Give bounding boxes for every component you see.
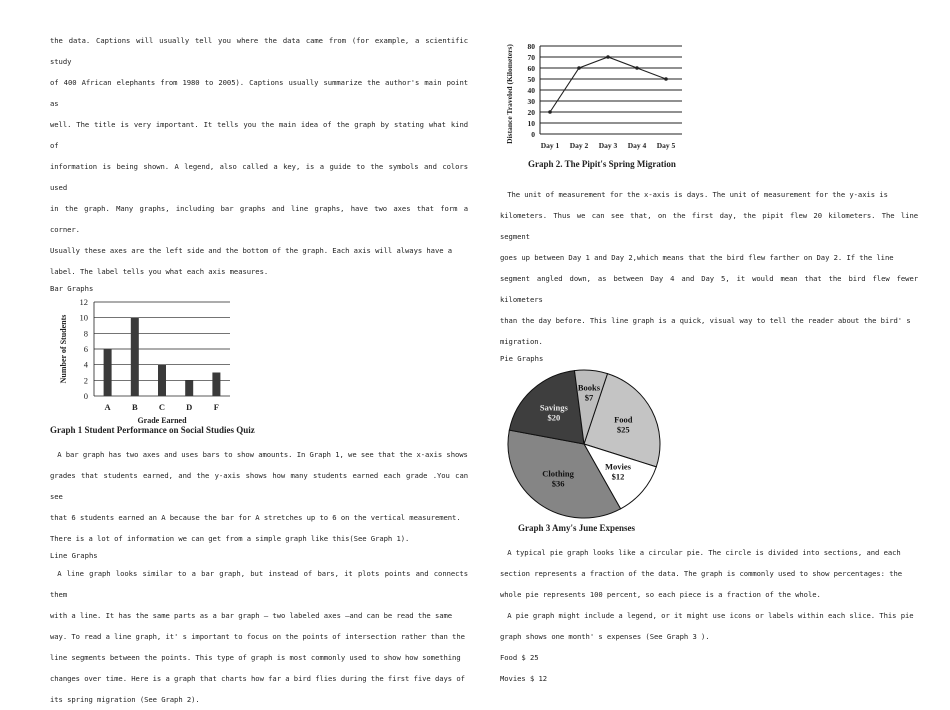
- text-line: its spring migration (See Graph 2).: [50, 695, 200, 704]
- text-line: Usually these axes are the left side and the bottom of the graph. Each axis will always have a: [50, 246, 453, 255]
- text-line: migration.: [500, 337, 543, 346]
- pie-graphs-heading: Pie Graphs: [500, 354, 544, 363]
- pie-chart-caption: Graph 3 Amy's June Expenses: [518, 523, 636, 533]
- text-line: in the graph. Many graphs, including bar graphs and line graphs, have two axes that form a corner.: [50, 204, 468, 234]
- text-line: changes over time. Here is a graph that charts how far a bird flies during the first five days of: [50, 674, 465, 683]
- x-tick-label: Day 1: [540, 141, 560, 150]
- text-line: segment angled down, as between Day 4 and Day 5, it would mean that the bird flew fewer kilometers: [500, 274, 918, 304]
- list-item: Movies $ 12: [500, 674, 548, 683]
- text-line: A line graph looks similar to a bar graph, but instead of bars, it plots points and connects them: [50, 569, 468, 599]
- list-item: Food $ 25: [500, 653, 539, 662]
- data-point: [664, 77, 668, 81]
- data-point: [635, 66, 639, 70]
- text-line: line segments between the points. This type of graph is most commonly used to show how something: [50, 653, 461, 662]
- text-line: A bar graph has two axes and uses bars to show amounts. In Graph 1, we see that the x-axis shows: [57, 450, 468, 459]
- slice-label: Books: [577, 382, 601, 393]
- y-tick-label: 4: [83, 359, 88, 370]
- slice-label: Movies: [604, 461, 631, 472]
- series-line: [550, 57, 666, 112]
- bar: [131, 318, 139, 396]
- text-line: that 6 students earned an A because the bar for A stretches up to 6 on the vertical measurement.: [50, 513, 461, 522]
- y-tick-label: 60: [527, 64, 535, 73]
- text-line: A typical pie graph looks like a circular pie. The circle is divided into sections, and each: [507, 548, 901, 557]
- x-tick-label: B: [131, 402, 138, 412]
- x-tick-label: A: [104, 402, 111, 412]
- text-line: grades that students earned, and the y-axis shows how many students earned each grade .You can see: [50, 471, 468, 501]
- text-line: than the day before. This line graph is a quick, visual way to tell the reader about the bird' s: [500, 316, 911, 325]
- slice-label: Food: [614, 414, 633, 425]
- x-tick-label: D: [186, 402, 193, 412]
- y-tick-label: 0: [531, 130, 535, 139]
- bar: [104, 349, 112, 396]
- text-line: whole pie represents 100 percent, so each piece is a fraction of the whole.: [500, 590, 821, 599]
- line-chart: [500, 38, 700, 158]
- x-tick-label: Day 4: [627, 141, 647, 150]
- text-line: The unit of measurement for the x-axis is days. The unit of measurement for the y-axis is: [507, 190, 888, 199]
- x-axis-label: Grade Earned: [137, 416, 187, 424]
- slice-value: $12: [611, 471, 625, 482]
- text-line: graph shows one month' s expenses (See Graph 3 ).: [500, 632, 710, 641]
- data-point: [577, 66, 581, 70]
- slice-value: $7: [584, 392, 594, 403]
- y-tick-label: 70: [527, 53, 535, 62]
- x-tick-label: Day 5: [656, 141, 676, 150]
- y-tick-label: 30: [527, 97, 535, 106]
- y-tick-label: 50: [527, 75, 535, 84]
- text-line: label. The label tells you what each axis measures.: [50, 267, 269, 276]
- bar-graphs-heading: Bar Graphs: [50, 284, 94, 293]
- pie-chart: [500, 366, 700, 522]
- bar: [212, 373, 220, 397]
- data-point: [548, 110, 552, 114]
- y-tick-label: 10: [79, 312, 88, 323]
- text-line: information is being shown. A legend, also called a key, is a guide to the symbols and colors used: [50, 162, 468, 192]
- text-line: goes up between Day 1 and Day 2,which means that the bird flew farther on Day 2. If the line: [500, 253, 894, 262]
- text-line: A pie graph might include a legend, or it might use icons or labels within each slice. This pie: [507, 611, 914, 620]
- slice-value: $20: [547, 412, 561, 423]
- data-point: [606, 55, 610, 59]
- bar: [185, 380, 193, 396]
- y-tick-label: 0: [83, 391, 88, 401]
- y-tick-label: 2: [83, 375, 88, 386]
- text-line: There is a lot of information we can get from a simple graph like this(See Graph 1).: [50, 534, 410, 543]
- bar-chart: [50, 296, 290, 424]
- slice-value: $25: [616, 424, 630, 435]
- y-tick-label: 20: [527, 108, 535, 117]
- y-tick-label: 6: [83, 344, 88, 354]
- bar-graph-text: [50, 444, 468, 549]
- text-line: kilometers. Thus we can see that, on the first day, the pipit flew 20 kilometers. The line segment: [500, 211, 918, 241]
- text-line: of 400 African elephants from 1980 to 2005). Captions usually summarize the author's main point as: [50, 78, 468, 108]
- y-tick-label: 12: [79, 297, 88, 307]
- text-line: the data. Captions will usually tell you where the data came from (for example, a scientific study: [50, 36, 468, 66]
- line-chart-caption: Graph 2. The Pipit's Spring Migration: [528, 159, 676, 169]
- y-axis-label: Number of Students: [59, 314, 68, 384]
- y-tick-label: 80: [527, 42, 535, 51]
- left-column: [50, 30, 468, 710]
- x-tick-label: C: [158, 402, 166, 412]
- line-graph-explanation: [500, 184, 918, 352]
- x-tick-label: Day 2: [569, 141, 589, 150]
- expense-list: [500, 647, 918, 689]
- y-tick-label: 8: [83, 328, 88, 339]
- bar: [158, 365, 166, 396]
- line-graph-text: [50, 563, 468, 710]
- pie-graph-text: [500, 542, 918, 647]
- text-line: well. The title is very important. It tells you the main idea of the graph by stating what kind of: [50, 120, 468, 150]
- line-graphs-heading: Line Graphs: [50, 551, 98, 560]
- slice-label: Savings: [539, 402, 568, 413]
- slice-label: Clothing: [542, 468, 574, 479]
- text-line: with a line. It has the same parts as a bar graph – two labeled axes –and can be read the same: [50, 611, 453, 620]
- y-tick-label: 10: [527, 119, 535, 128]
- right-column: [500, 38, 918, 689]
- x-tick-label: Day 3: [598, 141, 618, 150]
- bar-chart-caption: Graph 1 Student Performance on Social Studies Quiz: [50, 425, 255, 435]
- y-tick-label: 40: [527, 86, 535, 95]
- intro-text: [50, 30, 468, 282]
- text-line: way. To read a line graph, it' s important to focus on the points of intersection rather than the: [50, 632, 465, 641]
- slice-value: $36: [551, 478, 565, 489]
- text-line: section represents a fraction of the data. The graph is commonly used to show percentages: the: [500, 569, 903, 578]
- y-axis-label: Distance Traveled (Kilometers): [505, 44, 514, 144]
- x-tick-label: F: [213, 402, 220, 412]
